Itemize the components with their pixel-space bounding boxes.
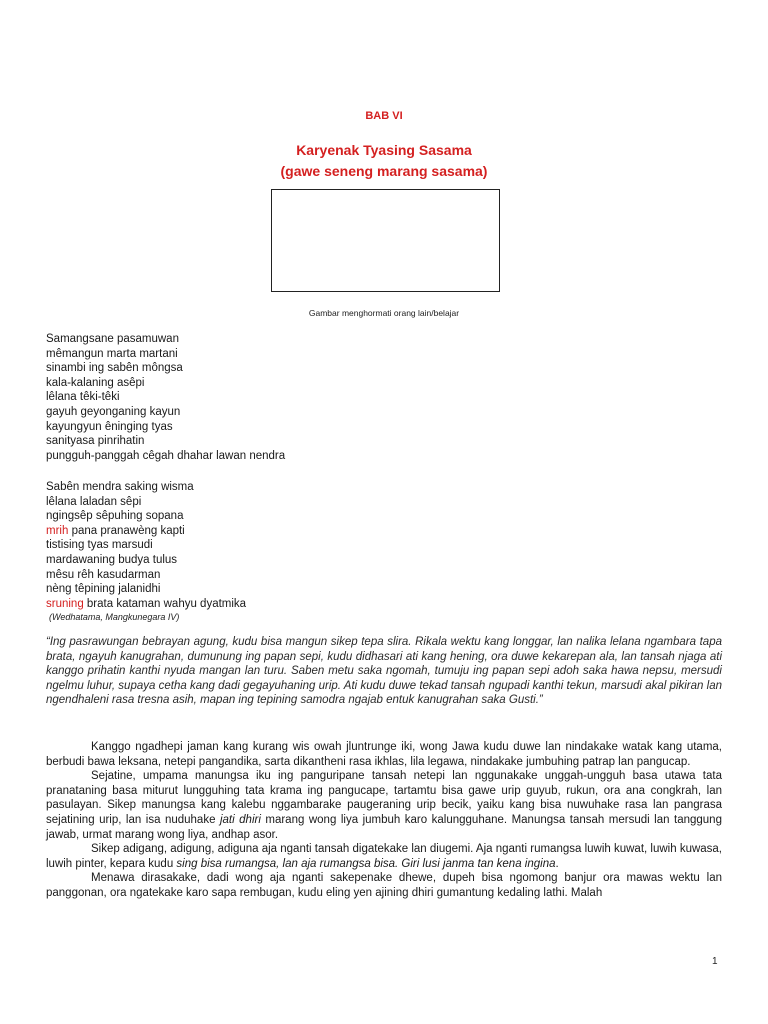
poem-line (46, 524, 246, 539)
poem-line (46, 553, 246, 568)
poem-line (46, 597, 246, 612)
title-line-1: Karyenak Tyasing Sasama (296, 142, 472, 158)
poem-stanza-1 (46, 332, 285, 463)
chapter-title (0, 140, 768, 182)
paragraph-1: Kanggo ngadhepi jaman kang kurang wis owah jluntrunge iki, wong Jawa kudu duwe lan nindakake watak kang utama, berbudi bawa leksana, netepi pangandika, sarta dikantheni rasa ikhlas, lila legawa, nindakake jumbuhing patrap lan pangucap. (46, 741, 722, 768)
highlighted-word: mrih (46, 524, 69, 537)
poem-line: gayuh geyonganing kayun (46, 405, 181, 418)
poem-line-text: tistising tyas marsudi (46, 539, 153, 552)
paragraph-2-text-a: Sejatine, umpama manungsa iku ing panguripane tansah netepi lan nggunakake unggah-ungguh basa utawa tata pranataning basa miturut lungguhing tata krama ing pangucape, tartamtu bisa gawe urip guyub, rukun, ora ana congkrah, lan pasulayan. Sikep manungsa kang kalebu nggambarake paugeraning urip becik, yaiku kang bisa nuwuhake rasa lan pangrasa sejatining urip, lan isa nuduhake (46, 770, 722, 826)
poem-line (46, 582, 246, 597)
poem-line: pungguh-panggah cêgah dhahar lawan nendra (46, 449, 286, 462)
title-line-2: (gawe seneng marang sasama) (280, 163, 488, 179)
paragraph-3-text-a: Sikep adigang, adigung, adiguna aja nganti tansah digatekake lan diugemi. Aja nganti rumangsa luwih kuwat, luwih kuwasa, luwih pinter, kepara kudu (46, 843, 723, 870)
poem-line-text: pana pranawèng kapti (68, 524, 185, 537)
chapter-heading: BAB VI (365, 110, 403, 122)
poem-line (46, 480, 246, 495)
paragraph-4: Menawa dirasakake, dadi wong aja nganti sakepenake dhewe, dupeh bisa ngomong banjur ora mawas wektu lan panggonan, ora ngatekake karo sapa rembugan, kudu eling yen ajining dhiri gumantung kedaling lathi. Malah (46, 872, 722, 899)
poem-line: sinambi ing sabên môngsa (46, 362, 183, 375)
highlighted-word: sruning (46, 597, 84, 610)
page-number: 1 (712, 956, 718, 967)
body-text (46, 740, 722, 901)
image-placeholder (271, 189, 500, 292)
paragraph-3 (46, 842, 722, 871)
poem-source: (Wedhatama, Mangkunegara IV) (49, 612, 180, 622)
poem-line-text: lêlana laladan sêpi (46, 495, 142, 508)
paragraph-2-emphasis: jati dhiri (219, 813, 261, 826)
poem-line: Samangsane pasamuwan (46, 333, 179, 345)
paragraph-2-text-b: marang wong liya jumbuh karo kalungguhane. Manungsa tansah mersudi lan tanggung jawab, urmat marang wong liya, andhap asor. (46, 813, 722, 841)
poem-line (46, 509, 246, 524)
poem-line: lêlana têki-têki (46, 391, 120, 404)
poem-line (46, 495, 246, 510)
figure-caption: Gambar menghormati orang lain/belajar (308, 308, 460, 318)
poem-line: kayungyun êninging tyas (46, 420, 173, 433)
poem-line-text: ngingsêp sêpuhing sopana (46, 510, 184, 523)
poem-line: kala-kalaning asêpi (46, 376, 145, 389)
poem-line-text: Sabên mendra saking wisma (46, 481, 194, 493)
poem-line (46, 568, 246, 583)
translation-quote: “Ing pasrawungan bebrayan agung, kudu bisa mangun sikep tepa slira. Rikala wektu kang longgar, lan nalika lelana ngambara tapa brata, ngayuh kanugrahan, dumunung ing papan sepi, kudu didhasari ati kang hening, ora duwe kekarepan ala, lan tansah njaga ati kanggo prihatin kanthi nyuda mangan lan turu. Saben metu saka ngomah, tumuju ing papan sepi adoh saka hawa nepsu, mersudi ngelmu luhur, supaya cetha kang dadi gegayuhaning urip. Ati kudu duwe tekad tansah ngupadi kanthi tekun, marsudi akal pikiran lan ngendhaleni rasa tresna asih, mapan ing tepining samodra ngajab entuk kanugrahan saka Gusti.” (46, 636, 722, 707)
poem-line-text: nèng têpining jalanidhi (46, 583, 161, 596)
paragraph-3-emphasis: sing bisa rumangsa, lan aja rumangsa bisa. Giri lusi janma tan kena ingina (176, 857, 556, 870)
poem-line: sanityasa pinrihatin (46, 435, 145, 448)
poem-line: mêmangun marta martani (46, 347, 178, 360)
paragraph-2 (46, 769, 722, 842)
poem-line-text: brata kataman wahyu dyatmika (83, 597, 247, 610)
poem-stanza-2 (46, 480, 246, 611)
poem-line-text: mêsu rêh kasudarman (46, 568, 161, 581)
poem-line (46, 538, 246, 553)
poem-line-text: mardawaning budya tulus (46, 553, 178, 566)
paragraph-3-text-b: . (555, 857, 559, 870)
